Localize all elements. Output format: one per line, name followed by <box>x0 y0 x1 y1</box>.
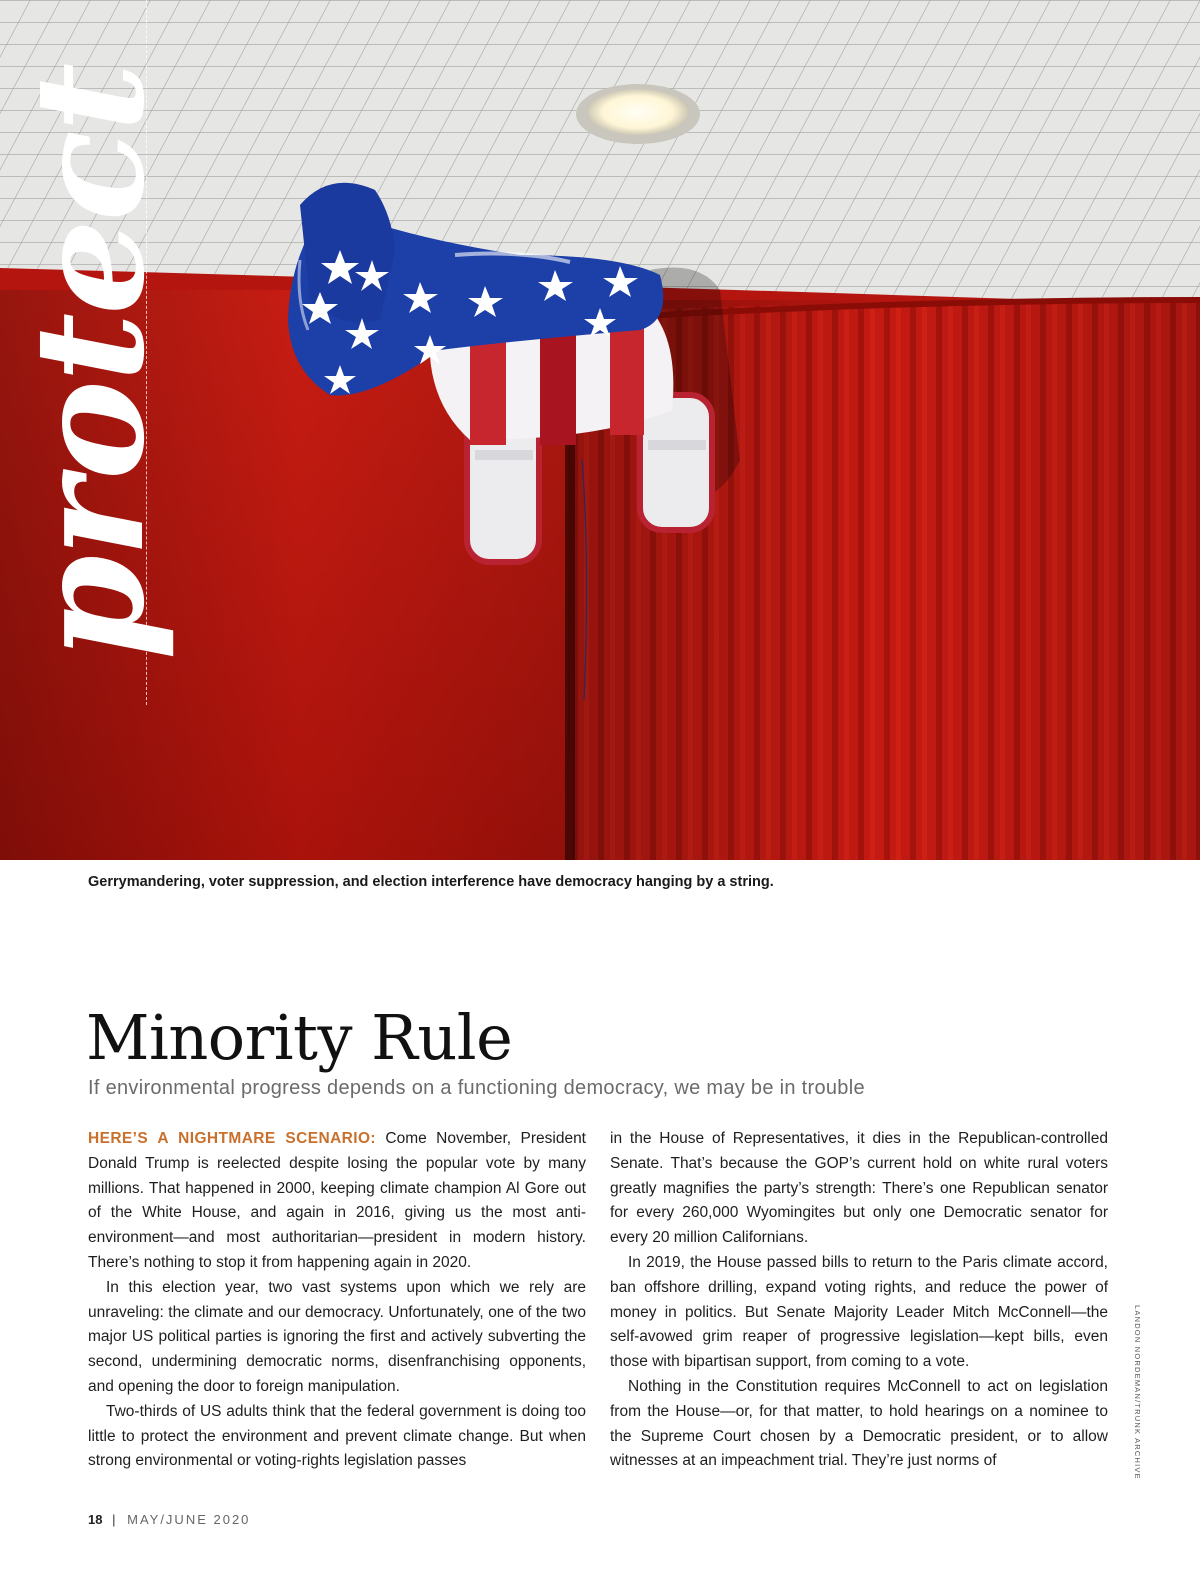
article-column-2 <box>610 1127 1108 1474</box>
page-number: 18 <box>88 1512 103 1527</box>
paragraph: In this election year, two vast systems upon which we rely are unraveling: the climate and our democracy. Unfortunately, one of the two major US political parties is ignoring the first and actively subverting the second, undermining democratic norms, disenfranchising opponents, and opening the door to foreign manipulation. <box>88 1278 586 1395</box>
paragraph <box>88 1127 586 1276</box>
photo-credit: LANDON NORDEMAN/TRUNK ARCHIVE <box>1133 1305 1142 1480</box>
issue-date: MAY/JUNE 2020 <box>127 1512 251 1527</box>
footer-separator: | <box>112 1512 118 1527</box>
paragraph-text: Come November, President Donald Trump is reelected despite losing the popular vote by many millions. That happened in 2000, keeping climate champion Al Gore out of the White House, and again in 2016, giving us the most anti-environment—and most authoritarian—president in modern history. There’s nothing to stop it from happening again in 2020. <box>88 1130 586 1271</box>
paragraph: in the House of Representatives, it dies in the Republican-controlled Senate. That’s because the GOP’s current hold on white rural voters greatly magnifies the party’s strength: There’s one Republican senator for every 260,000 Wyomingites but only one Democratic senator for every 20 million Californians. <box>610 1130 1108 1247</box>
paragraph: Nothing in the Constitution requires McConnell to act on legislation from the House—or, for that matter, to hold hearings on a nominee to the Supreme Court chosen by a Democratic president, or to allow witnesses at an impeachment trial. They’re just norms of <box>610 1377 1108 1470</box>
article-column-1 <box>88 1127 586 1474</box>
dek: If environmental progress depends on a functioning democracy, we may be in trouble <box>88 1077 865 1099</box>
section-title: protect <box>2 64 178 660</box>
photo-caption: Gerrymandering, voter suppression, and election interference have democracy hanging by a string. <box>88 874 774 890</box>
paragraph: In 2019, the House passed bills to return to the Paris climate accord, ban offshore drilling, expand voting rights, and reduce the power of money in politics. But Senate Majority Leader Mitch McConnell—the self-avowed grim reaper of progressive legislation—kept bills, even those with bipartisan support, from coming to a vote. <box>610 1253 1108 1371</box>
page-footer <box>88 1511 250 1529</box>
headline: Minority Rule <box>86 1001 513 1074</box>
lead-in: HERE’S A NIGHTMARE SCENARIO: <box>88 1130 376 1147</box>
paragraph: Two-thirds of US adults think that the federal government is doing too little to protect the environment and prevent climate change. But when strong environmental or voting-rights legislation passes <box>88 1402 586 1470</box>
